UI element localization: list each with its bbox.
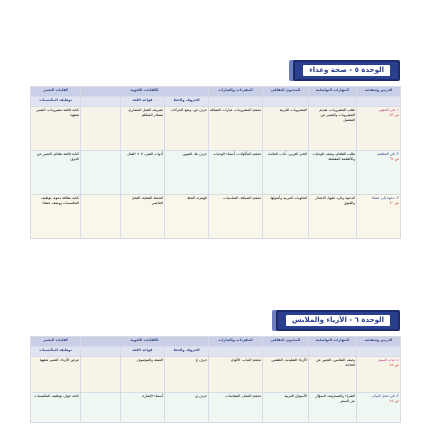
table-cell: عرض الأزياء، التعبير شفهيا bbox=[31, 357, 81, 393]
table-cell: طلب المشروبات، تقديم المشروبات والتعبير عن التفضيل bbox=[309, 107, 357, 151]
table-cell: معجم الضيافة، المناسبات bbox=[209, 195, 263, 239]
table-cell bbox=[81, 107, 121, 151]
col-header: المحتوى الثقافي bbox=[263, 337, 309, 347]
unit-5-title: الوحدة ٥ - صحة وغذاء bbox=[303, 65, 390, 76]
table-cell: كتابة قائمة مشروبات، التعبير شفهيا bbox=[31, 107, 81, 151]
table-cell: المشروبات العربية bbox=[263, 107, 309, 151]
table-cell: الشراء والمساومة، السؤال عن السعر bbox=[309, 393, 357, 423]
col-subheader: الحروف والخط bbox=[165, 97, 209, 107]
table-cell: معجم المشروبات، عبارات الضيافة bbox=[209, 107, 263, 151]
lesson-cell: ٢- في المطعم ص ٦٢ bbox=[357, 151, 401, 195]
table-row bbox=[31, 357, 401, 393]
unit-6-subheader-row bbox=[31, 347, 401, 357]
table-cell: الحلويات العربية وأصولها bbox=[263, 195, 309, 239]
table-cell: الخبز العربي، آداب المائدة bbox=[263, 151, 309, 195]
table-cell: تصريف الفعل المضارع، ضمائر المتكلم bbox=[121, 107, 165, 151]
col-subheader: توظيف المكتسبات bbox=[31, 347, 81, 357]
table-cell: حرف ض، وضع الحركات bbox=[165, 107, 209, 151]
lesson-cell: ٣- دعوة إلى عشاء ص ٧٠ bbox=[357, 195, 401, 239]
lesson-cell: ٢- في محل الثياب ص ٨٤ bbox=[357, 393, 401, 423]
table-cell: وصف الملابس، التعبير عن الحاجة bbox=[309, 357, 357, 393]
table-cell: الصفة والموصوف bbox=[121, 357, 165, 393]
unit-5-subheader-row bbox=[31, 97, 401, 107]
table-cell: حرف ظ، التنوين bbox=[165, 151, 209, 195]
table-row bbox=[31, 393, 401, 423]
unit-6-title: الوحدة ٦ - الأزياء والملابس bbox=[286, 315, 390, 326]
lesson-cell: ١- ثياب السفر ص ٧٨ bbox=[357, 357, 401, 393]
col-header: الدرس وصفحته bbox=[357, 87, 401, 97]
table-cell: كتابة حوار، توظيف المكتسبات bbox=[31, 393, 81, 423]
table-cell bbox=[81, 357, 121, 393]
table-cell: الهمزة، الخط bbox=[165, 195, 209, 239]
table-cell: الدعوة والرد عليها، الاعتذار والقبول bbox=[309, 195, 357, 239]
table-cell: معجم المحل، المقاسات bbox=[209, 393, 263, 423]
col-header: كفايات التعبير bbox=[31, 87, 81, 97]
table-cell: الأزياء التقليدية، الطقس bbox=[263, 357, 309, 393]
col-header: الدرس وصفحته bbox=[357, 337, 401, 347]
col-header: المفردات والعبارات bbox=[209, 87, 263, 97]
table-cell: الجملة الفعلية، الفعل الماضي bbox=[121, 195, 165, 239]
lesson-cell: ١- في المقهى ص ٥٦ bbox=[357, 107, 401, 151]
table-row bbox=[31, 107, 401, 151]
col-header: المهارات التواصلية bbox=[309, 87, 357, 97]
col-header: الكفايات اللغوية bbox=[81, 337, 209, 347]
table-cell: حرف غ bbox=[165, 357, 209, 393]
col-header: المحتوى الثقافي bbox=[263, 87, 309, 97]
table-cell: معجم المأكولات، أسماء الوجبات bbox=[209, 151, 263, 195]
col-subheader: الحروف والخط bbox=[165, 347, 209, 357]
col-subheader: توظيف المكتسبات bbox=[31, 97, 81, 107]
table-cell bbox=[81, 151, 121, 195]
unit-5-table bbox=[30, 86, 401, 239]
col-subheader: قواعد اللغة bbox=[121, 97, 165, 107]
table-cell: حرف ق bbox=[165, 393, 209, 423]
col-header: كفايات التعبير bbox=[31, 337, 81, 347]
table-cell: معجم الثياب، الألوان bbox=[209, 357, 263, 393]
table-cell: أدوات النفي، لا + الفعل bbox=[121, 151, 165, 195]
unit-5-header-row bbox=[31, 87, 401, 97]
table-cell bbox=[81, 393, 121, 423]
table-row bbox=[31, 195, 401, 239]
table-cell: أسماء الإشارة bbox=[121, 393, 165, 423]
table-cell: كتابة قائمة طعام، التعبير عن الذوق bbox=[31, 151, 81, 195]
table-cell: كتابة بطاقة دعوة، توظيف المكتسبات ووصف عشاء bbox=[31, 195, 81, 239]
table-row bbox=[31, 151, 401, 195]
unit-6-table bbox=[30, 336, 401, 423]
col-header: المفردات والعبارات bbox=[209, 337, 263, 347]
table-cell: الأسواق العربية bbox=[263, 393, 309, 423]
unit-5-badge bbox=[293, 60, 400, 81]
col-header: المهارات التواصلية bbox=[309, 337, 357, 347]
col-header: الكفايات اللغوية bbox=[81, 87, 209, 97]
table-cell bbox=[81, 195, 121, 239]
col-subheader: قواعد اللغة bbox=[121, 347, 165, 357]
unit-6-badge bbox=[276, 310, 400, 331]
unit-6-header-row bbox=[31, 337, 401, 347]
table-cell: طلب الطعام، وصف الوجبات والأطعمة المفضلة bbox=[309, 151, 357, 195]
